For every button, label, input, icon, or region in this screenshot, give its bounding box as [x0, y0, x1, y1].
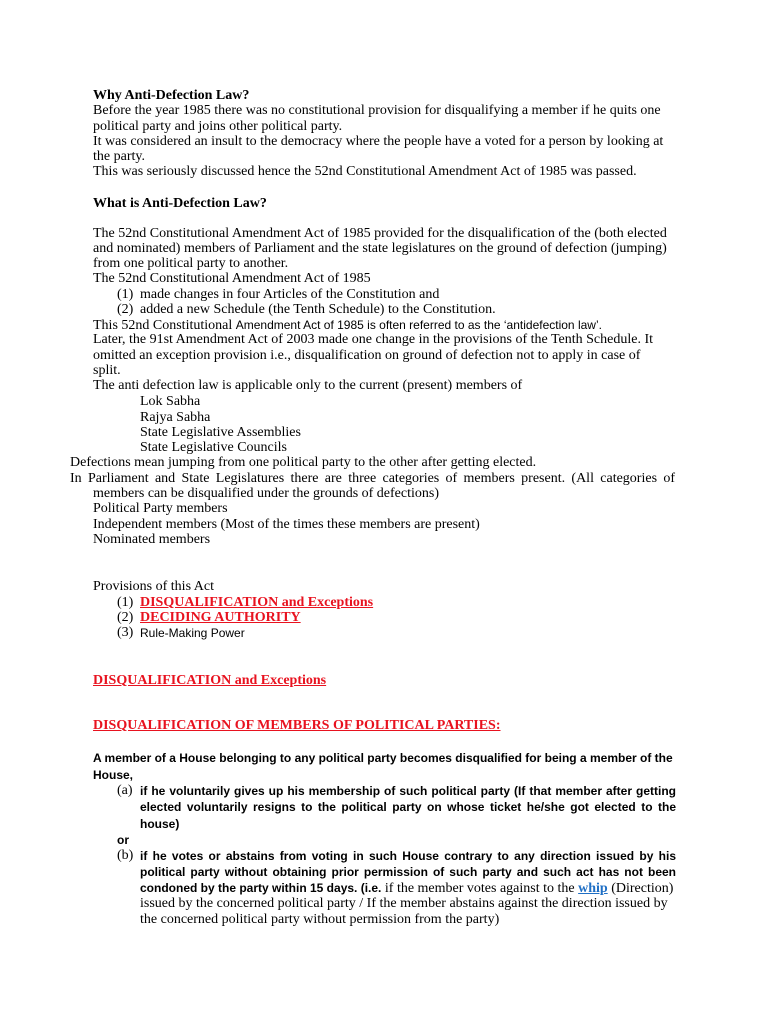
heading-disqualification-exceptions: DISQUALIFICATION and Exceptions: [93, 673, 327, 688]
clause-b-line: the concerned political party without permission from the party): [140, 912, 500, 927]
paragraph-line: Political Party members: [93, 501, 228, 516]
paragraph-line: from one political party to another.: [93, 256, 289, 271]
list-item: added a new Schedule (the Tenth Schedule) to the Constitution.: [140, 302, 496, 317]
paragraph-line: political party and joins other political party.: [93, 119, 343, 134]
paragraph-line: members can be disqualified under the grounds of defections): [93, 486, 440, 501]
paragraph-line: A member of a House belonging to any political party becomes disqualified for being a member of the: [93, 751, 673, 765]
or-connector: or: [117, 833, 129, 847]
paragraph-line: Nominated members: [93, 532, 211, 547]
house-item: State Legislative Councils: [140, 440, 287, 455]
provision-deciding-authority: DECIDING AUTHORITY: [140, 610, 301, 625]
provision-rule-making: Rule-Making Power: [140, 626, 245, 640]
paragraph-line: This was seriously discussed hence the 52nd Constitutional Amendment Act of 1985 was passed.: [93, 164, 637, 179]
paragraph-line: The anti defection law is applicable only to the current (present) members of: [93, 378, 523, 393]
paragraph-line: House,: [93, 768, 134, 782]
clause-b-part: (Direction): [607, 881, 674, 896]
list-number: (b): [117, 848, 134, 863]
paragraph-line: Before the year 1985 there was no constitutional provision for disqualifying a member if he quits one: [93, 103, 661, 118]
paragraph-line: Independent members (Most of the times these members are present): [93, 517, 480, 532]
clause-b-line: issued by the concerned political party / If the member abstains against the direction issued by: [140, 896, 668, 911]
clause-b-line: political party without obtaining prior permission of such party and such act has not been: [140, 865, 676, 879]
list-number: (2): [117, 610, 134, 625]
clause-a-line: house): [140, 817, 180, 831]
heading-why-anti-defection: Why Anti-Defection Law?: [93, 88, 250, 103]
paragraph-line: the party.: [93, 149, 145, 164]
heading-disqualification-members: DISQUALIFICATION OF MEMBERS OF POLITICAL PARTIES:: [93, 718, 501, 733]
list-number: (1): [117, 595, 134, 610]
heading-what-is-anti-defection: What is Anti-Defection Law?: [93, 196, 267, 211]
clause-a-line: if he voluntarily gives up his membership of such political party (If that member after getting: [140, 784, 676, 798]
house-item: Rajya Sabha: [140, 410, 211, 425]
provision-disqualification: DISQUALIFICATION and Exceptions: [140, 595, 374, 610]
paragraph-line: and nominated) members of Parliament and the state legislatures on the ground of defection (jumping): [93, 241, 667, 256]
list-item: made changes in four Articles of the Constitution and: [140, 287, 440, 302]
whip-link[interactable]: whip: [578, 881, 608, 896]
clause-a-line: elected voluntarily resigns to the political party on whose ticket he/she got elected to the: [140, 800, 676, 814]
house-item: State Legislative Assemblies: [140, 425, 301, 440]
paragraph-line-part: Amendment Act of 1985 is often referred to as the ‘antidefection law’.: [235, 318, 602, 332]
paragraph-line: The 52nd Constitutional Amendment Act of 1985: [93, 271, 371, 286]
paragraph-line: split.: [93, 363, 121, 378]
paragraph-line: omitted an exception provision i.e., disqualification on ground of defection not to apply in case of: [93, 348, 641, 363]
list-number: (1): [117, 287, 134, 302]
clause-b-line: [140, 880, 673, 897]
clause-b-line: if he votes or abstains from voting in such House contrary to any direction issued by his: [140, 849, 676, 863]
house-item: Lok Sabha: [140, 394, 201, 409]
paragraph-line-part: This 52nd Constitutional: [93, 318, 236, 333]
paragraph-line: The 52nd Constitutional Amendment Act of 1985 provided for the disqualification of the (both elected: [93, 226, 667, 241]
list-number: (a): [117, 783, 133, 798]
list-number: (3): [117, 625, 134, 640]
clause-b-part: condoned by the party within 15 days. (i.e.: [140, 881, 382, 895]
paragraph-line: Defections mean jumping from one political party to the other after getting elected.: [70, 455, 537, 470]
paragraph-line: Later, the 91st Amendment Act of 2003 made one change in the provisions of the Tenth Schedule. It: [93, 332, 654, 347]
paragraph-line: It was considered an insult to the democracy where the people have a voted for a person by looking at: [93, 134, 664, 149]
clause-b-part: if the member votes against to the: [381, 881, 579, 896]
list-number: (2): [117, 302, 134, 317]
provisions-intro: Provisions of this Act: [93, 579, 214, 594]
paragraph-line: In Parliament and State Legislatures there are three categories of members present. (All categories of: [70, 471, 675, 486]
